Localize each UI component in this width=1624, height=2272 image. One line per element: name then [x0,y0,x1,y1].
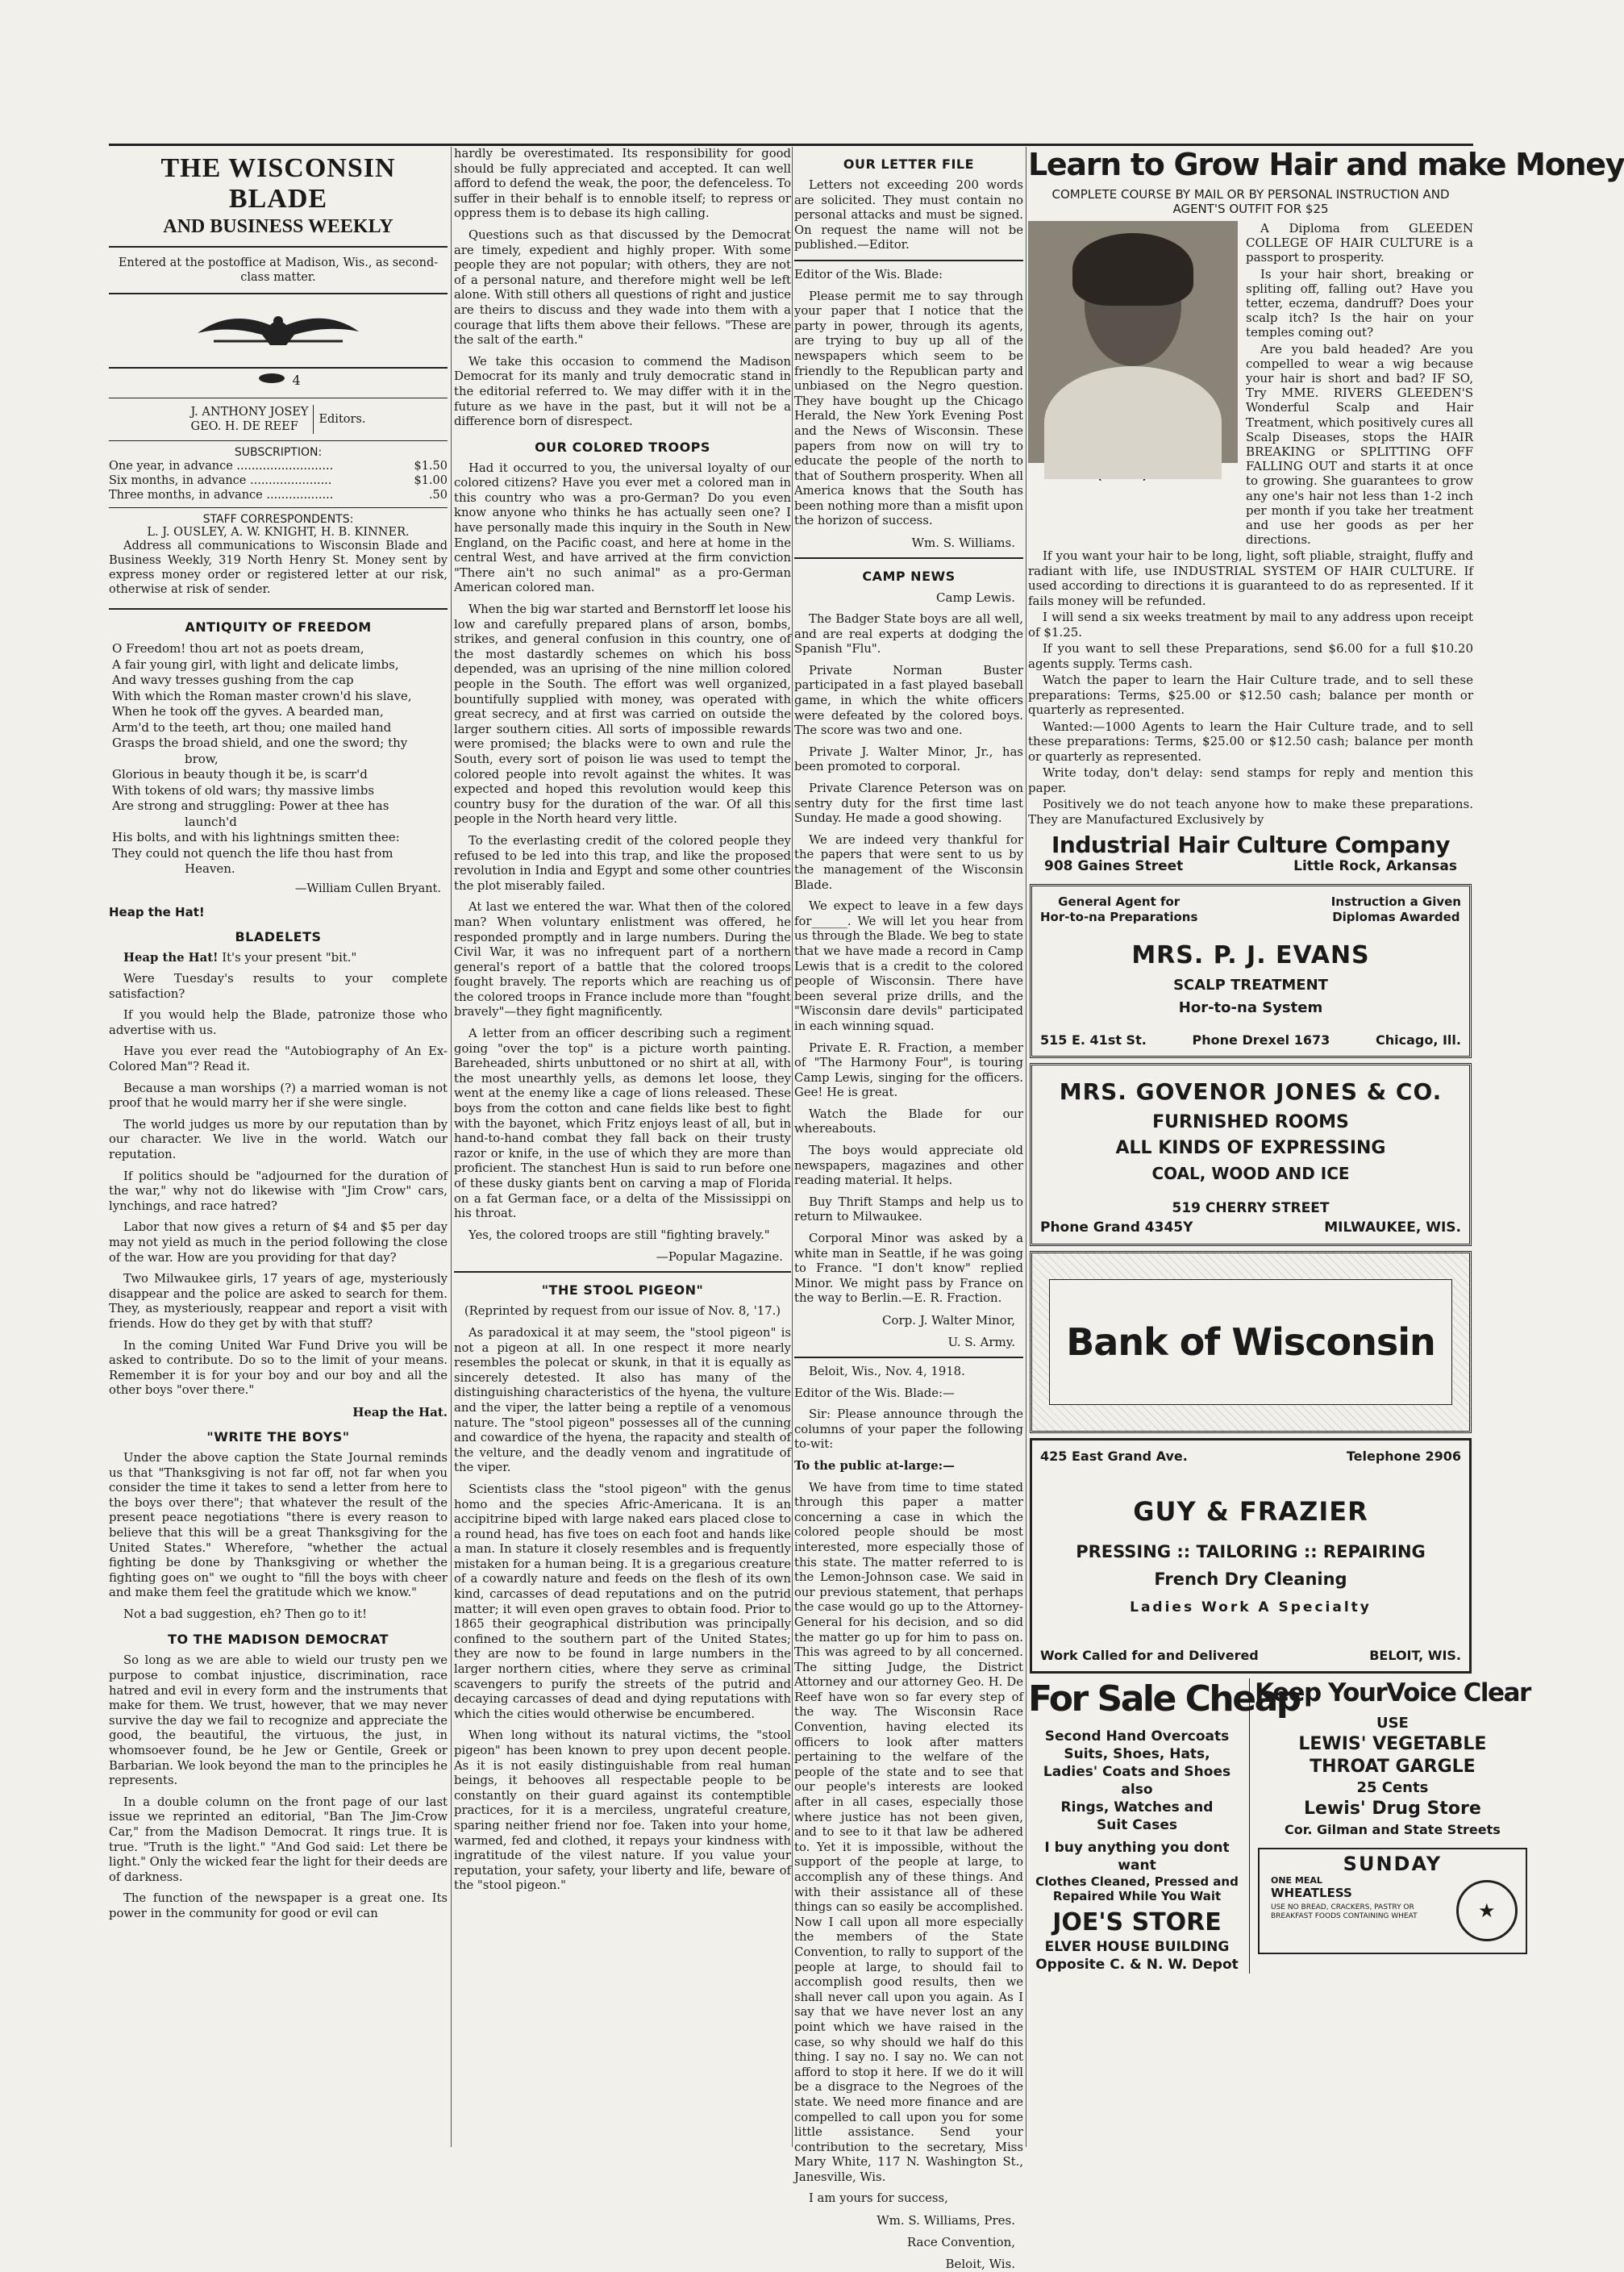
poem-line: With which the Roman master crown'd his slave, [112,688,412,703]
letter-salute: Editor of the Wis. Blade:— [794,1386,955,1400]
bladelet: In the coming United War Fund Drive you will be asked to contribute. Do so to the limit of your means. Remember it is for your boy and our boy and all the other boys "over there." [109,1338,448,1398]
article-heading: TO THE MADISON DEMOCRAT [168,1632,389,1648]
sub-price: $1.00 [414,474,448,487]
ad-address: 515 E. 41st St. [1040,1032,1147,1048]
bladelet: If you would help the Blade, patronize those who advertise with us. [109,1008,448,1037]
ad-name: MRS. P. J. EVANS [1131,941,1370,970]
ad-text: Positively we do not teach anyone how to make these preparations. They are Manufactured Exclusively by [1028,797,1473,827]
poem-author: —William Cullen Bryant. [294,882,441,895]
ad-headline: Keep YourVoice Clear [1255,1678,1530,1708]
article-heading: CAMP NEWS [862,569,956,585]
column-rule [792,147,793,2147]
letter-rules: Letters not exceeding 200 words are solicited. They must contain no personal attacks and must be signed. On request the name will not be published.—Editor. [794,178,1023,252]
evans-ad [1030,884,1472,1058]
closing: I am yours for success, [809,2191,948,2206]
poem-line: His bolts, and with his lightnings smitten thee: [112,830,400,844]
paragraph: Not a bad suggestion, eh? Then go to it! [123,1607,368,1621]
store-name: Lewis' Drug Store [1304,1799,1481,1820]
bottom-ads [1028,1678,1530,1974]
signature: Race Convention, [906,2235,1015,2250]
ad-line: ELVER HOUSE BUILDING [1044,1939,1230,1956]
article-heading: OUR LETTER FILE [843,156,975,172]
poem-line: Are strong and struggling: Power at thee has [112,798,389,813]
paragraph: At last we entered the war. What then of the colored man? When voluntary enlistment was offered, he responded promptly and in large numbers. During the Civil War, it was no infrequent part of a northern general's report of a battle that the colored troops fought bravely. The reports which are reaching us of the colored troops in France include more than "fought bravely"—they fight magnificently. [454,900,791,1019]
letter-address: To the public at-large:— [794,1458,955,1473]
bladelet: Have you ever read the "Autobiography of An Ex-Colored Man"? Read it. [109,1044,448,1074]
paragraph: Buy Thrift Stamps and help us to return to Milwaukee. [794,1194,1023,1224]
ad-line: I buy anything you dont want [1044,1840,1230,1874]
ornament [109,369,448,398]
ad-line: LEWIS' VEGETABLE [1298,1734,1487,1755]
article-heading: "THE STOOL PIGEON" [541,1282,704,1299]
section-rule [794,260,1023,261]
ad-headline: Learn to Grow Hair and make Money [1028,147,1624,182]
ad-text: Write today, don't delay: send stamps for reply and mention this paper. [1028,765,1473,795]
ad-line: Rings, Watches and [1060,1799,1214,1816]
paragraph: Please permit me to say through your paper that I notice that the party in power, through its agents, are trying to buy up all of the newspapers which seem to be friendly to the Republican party and unbiased on the Negro question. They have bought up the Chicago Herald, the New York Evening Post and the News of Wisconsin. These papers from now on will try to educate the people of the north to that of Southern prosperity. When all America knows that the South has been nothing more than a misfit upon the horizon of success. [794,289,1023,528]
ad-text: A Diploma from GLEEDEN COLLEGE OF HAIR CULTURE is a passport to prosperity. [1246,221,1473,265]
reprint-note: (Reprinted by request from our issue of Nov. 8, '17.) [464,1304,781,1319]
bladelet: The world judges us more by our reputation than by our character. We live in the world. Watch our reputation. [109,1117,448,1162]
ad-line: PRESSING :: TAILORING :: REPAIRING [1076,1542,1426,1562]
article-heading: BLADELETS [235,928,322,944]
one-meal-label: ONE MEAL [1271,1875,1322,1886]
paragraph: The boys would appreciate old newspapers, magazines and other reading material. It helps. [794,1144,1023,1188]
column-2 [454,147,791,2147]
paragraph: So long as we are able to wield our trusty pen we purpose to combat injustice, discrimination, race hatred and evil in every form and the instruments that make for them. We trust, however, that we may never survive the day we fail to recognize and appreciate the good, the beautiful, the virtuous, the just, in whomsoever found, be he Jew or Gentile, Greek or Barbarian. We look beyond the man to the principles he represents. [109,1653,448,1788]
bladelet: Were Tuesday's results to your complete satisfaction? [109,972,448,1001]
ad-text: Is your hair short, breaking or spliting off, falling out? Have you tetter, eczema, dandruff? Does your scalp itch? Is the hair on your temples coming out? [1246,266,1473,340]
masthead [109,153,448,610]
poem-line: With tokens of old wars; thy massive limbs [112,782,375,798]
paragraph: To the everlasting credit of the colored people they refused to be led into this trap, and like the proposed revolution in India and Egypt and some other countries the plot miserably failed. [454,833,791,893]
subscription-block [109,441,448,508]
ad-line: USE [1376,1715,1409,1732]
ad-line: Hor-to-na System [1178,999,1323,1017]
staff-label: STAFF CORRESPONDENTS: [202,513,354,526]
poem-line: They could not quench the life thou hast from [112,845,394,861]
bladelet: Labor that now gives a return of $4 and $5 per day may not yield as much in the period following the close of the war. How are you providing for that day? [109,1220,448,1265]
masthead-subtitle: AND BUSINESS WEEKLY [163,216,394,237]
ad-city: Chicago, Ill. [1375,1032,1461,1048]
ad-headline: For Sale Cheap [1028,1678,1300,1720]
bladelets-lead-rest: It's your present "bit." [222,950,357,965]
staff-block [109,508,448,610]
ad-address: Cor. Gilman and State Streets [1285,1822,1501,1838]
company-street: 908 Gaines Street [1044,858,1184,875]
poem-line: Arm'd to the teeth, art thou; one mailed hand [112,719,392,735]
paragraph: We are indeed very thankful for the papers that were sent to us by the management of the Wisconsin Blade. [794,832,1023,892]
paragraph: Sir: Please announce through the columns of your paper the following to-wit: [794,1407,1023,1452]
column-rule [451,147,452,2147]
bladelet: If politics should be "adjourned for the duration of the war," why not do likewise with "Jim Crow" cars, lynchings, and race hatred? [109,1169,448,1213]
company-name: Industrial Hair Culture Company [1051,832,1451,859]
sub-label: Six months, in advance ...................... [109,474,332,487]
sunday-label: SUNDAY [1343,1853,1443,1876]
ad-line: Ladies' Coats and Shoes [1043,1764,1231,1781]
ad-city: MILWAUKEE, WIS. [1324,1219,1461,1236]
paragraph: hardly be overestimated. Its responsibility for good should be fully appreciated and accepted. It can well afford to defend the weak, the poor, the defenceless. To suffer in their behalf is to ennoble itself; to repress or oppress them is to debase its high calling. [454,147,791,221]
heap-the-hat: Heap the Hat! [109,904,205,919]
ad-price: 25 Cents [1356,1779,1429,1797]
letter-salute: Editor of the Wis. Blade: [794,267,943,281]
staff-text: Address all communications to Wisconsin Blade and Business Weekly, 319 North Henry St. Money sent by express money order or registered letter at our risk, otherwise at risk of sender. [109,540,448,596]
paragraph: Under the above caption the State Journal reminds us that "Thanksgiving is not far off, not far when you consider the time it takes to send a letter from here to the boys over there"; that whatever the result of the present peace negotiations "there is every reason to believe that this will be a great Thanksgiving for the United States." Wherefore, "whether the actual fighting be done by Thanksgiving or whether the fighting goes on" we ought to "fill the boys with cheer and make them feel the gratitude which we know." [109,1450,448,1600]
poem-line: Grasps the broad shield, and one the sword; thy [112,736,408,750]
wheatless-note: USE NO BREAD, CRACKERS, PASTRY OR BREAKFAST FOODS CONTAINING WHEAT [1271,1903,1418,1921]
guy-frazier-ad [1030,1438,1472,1674]
seal-icon: ★ [1456,1880,1518,1941]
ad-text: Watch the paper to learn the Hair Culture trade, and to sell these preparations: Terms, $25.00 or $12.50 cash; balance per month or quarterly as represented. [1028,673,1473,718]
jones-ad [1030,1063,1472,1246]
masthead-title: THE WISCONSIN BLADE [160,153,396,214]
paragraph: Questions such as that discussed by the Democrat are timely, expedient and highly proper. With some people they are not popular; with others, they are not of a personal nature, and therefore might well be left alone. With still others all questions of right and justice are theirs to discuss and they wade into them with a courage that lifts them above their fellows. "These are the salt of the earth." [454,227,791,348]
ad-address: 519 CHERRY STREET [1172,1200,1330,1217]
troops-source: —Popular Magazine. [656,1249,783,1265]
ad-line: COAL, WOOD AND ICE [1151,1164,1350,1184]
store-name: JOE'S STORE [1052,1908,1222,1937]
company-city: Little Rock, Arkansas [1293,858,1457,875]
ad-name: MRS. GOVENOR JONES & CO. [1059,1078,1443,1106]
ad-line: Suits, Shoes, Hats, [1064,1746,1210,1763]
poem [109,641,448,878]
ad-line: SCALP TREATMENT [1173,977,1328,994]
signature: Wm. S. Williams. [911,536,1015,551]
ad-city: BELOIT, WIS. [1369,1648,1461,1664]
ad-line: Clothes Cleaned, Pressed and Repaired While You Wait [1035,1874,1239,1904]
ad-text: Are you bald headed? Are you compelled to wear a wig because your hair is short and bad? IF SO, Try MME. RIVERS GLEEDEN'S Wonderful Scalp and Hair Treatment, which positively cures all Scalp Diseases, stops the HAIR BREAKING or SPLITTING OFF FALLING OUT and starts it at once to growing. She guarantees to grow any one's hair not less than 1-2 inch per month if you take her treatment and use her goods as per her directions. [1246,341,1473,548]
ad-phone: Phone Drexel 1673 [1192,1032,1330,1048]
editor-1: J. ANTHONY JOSEY [190,406,309,419]
bladelets-lead: Heap the Hat! [123,950,219,965]
ad-line: Work Called for and Delivered [1040,1648,1259,1664]
ad-line: Second Hand Overcoats [1044,1728,1230,1745]
paragraph: When the big war started and Bernstorff let loose his low and carefully prepared plans of arson, bombs, strikes, and general confusion in this country, one of the most dastardly schemes on which his boss depended, was an uprising of the nine million colored people in the South. The effort was well organized, bountifully supplied with money, was operated with great secrecy, and at first was carried on outside the larger southern cities. All sorts of impossible rewards were promised; the blacks were to own and rule the South, every sort of poison lie was used to tempt the colored people into revolt against the whites. It was expected and hoped this revolution would keep this country busy for the duration of the war. Of all this people in the North heard very little. [454,602,791,827]
paragraph: As paradoxical it at may seem, the "stool pigeon" is not a pigeon at all. In one respect it more nearly resembles the polecat or skunk, in that it is equally as sincerely detested. It also has many of the distinguishing characteristics of the hyena, the vulture and the viper, the latter being a reptile of a venomous nature. The "stool pigeon" possesses all of the cunning and cowardice of the hyena, the rapacity and stealth of the velture, and the deadly venom and ingratitude of the viper. [454,1325,791,1475]
top-rule [109,144,1473,146]
paragraph: The function of the newspaper is a great one. Its power in the community for good or evil can [109,1891,448,1920]
poem-line: And wavy tresses gushing from the cap [112,673,354,687]
ad-line: Hor-to-na Preparations [1040,910,1198,925]
ad-line: Instruction a Given [1330,894,1461,910]
lewis-drug-ad [1255,1678,1530,1974]
signature: Corp. J. Walter Minor, [881,1313,1015,1328]
poem-line: When he took off the gyves. A bearded man, [112,704,384,719]
signature: Wm. S. Williams, Pres. [877,2213,1015,2228]
wheatless-notice [1258,1848,1527,1954]
bladelets-end: Heap the Hat. [352,1404,448,1419]
paragraph: We take this occasion to commend the Madison Democrat for its manly and truly democratic stand in the editorial referred to. We may differ with it in the future as we have in the past, but it will not be a difference born of disrespect. [454,354,791,429]
paragraph: Scientists class the "stool pigeon" with the genus homo and the species Afric-Americana. It is an accipitrine biped with large naked ears placed close to a round head, has five toes on each foot and hands like a man. In stature it closely resembles and is frequently mistaken for a human being. It is a gregarious creature of a cowardly nature and feeds on the flesh of its own kind, carcasses of dead reputations and on the putrid matter; it will even open graves to obtain food. Prior to 1865 their geographical distribution was principally confined to the southern part of the United States; they are now to be found in large numbers in the larger northern cities, where they serve as criminal scavengers to purify the streets of the putrid and decaying carcasses of dead and dying reputations with which the cities would otherwise be encumbered. [454,1482,791,1721]
portrait-photo [1028,221,1238,463]
ad-text: I will send a six weeks treatment by mail to any address upon receipt of $1.25. [1028,610,1473,640]
ad-line: FURNISHED ROOMS [1152,1112,1349,1133]
entered-notice: Entered at the postoffice at Madison, Wis., as second-class matter. [109,246,448,294]
ads-column [1028,147,1624,2147]
paragraph: Private Norman Buster participated in a fast played baseball game, in which the white officers were defeated by the colored boys. The score was two and one. [794,663,1023,738]
column-3 [794,147,1024,2272]
ad-name: GUY & FRAZIER [1133,1496,1368,1528]
wheatless-label: WHEATLESS [1271,1886,1352,1901]
poem-line: Glorious in beauty though it be, is scarr'd [112,767,368,782]
dateline: Beloit, Wis., Nov. 4, 1918. [809,1365,965,1378]
ad-line: Ladies Work A Specialty [1130,1599,1372,1616]
article-heading: OUR COLORED TROOPS [535,439,710,455]
ad-text: If you want to sell these Preparations, send $6.00 for a full $10.20 agents supply. Terms cash. [1028,641,1473,671]
ad-line: ALL KINDS OF EXPRESSING [1115,1138,1386,1159]
dateline: Camp Lewis. [936,590,1015,606]
paragraph: When long without its natural victims, the "stool pigeon" has been known to prey upon decent people. As it is not easily distinguishable from real human beings, it behooves all respectable people to be constantly on their guard against its contemptible practices, for it is a merciless, ungrateful creature, sparing neither friend nor foe. Taken into your home, warmed, fed and clothed, it repays your kindness with ingratitude of the vilest nature. If you value your reputation, your safety, your liberty and life, beware of the "stool pigeon." [454,1728,791,1893]
paragraph: Watch the Blade for our whereabouts. [794,1107,1023,1136]
paragraph: Private E. R. Fraction, a member of "The Harmony Four", is touring Camp Lewis, singing for the officers. Gee! He is great. [794,1040,1023,1100]
bladelet: Two Milwaukee girls, 17 years of age, mysteriously disappear and the police are asked to search for them. They, as mysteriously, reappear and report a visit with friends. How do they get by with that stuff? [109,1272,448,1331]
poem-line: brow, [185,751,219,766]
ad-phone: Phone Grand 4345Y [1040,1219,1193,1236]
ad-line: also [1121,1782,1153,1799]
bank-ad [1030,1251,1472,1433]
ad-line: French Dry Cleaning [1154,1570,1347,1590]
ad-text: If you want your hair to be long, light, soft pliable, straight, fluffy and radiant with life, use INDUSTRIAL SYSTEM OF HAIR CULTURE. If used according to directions it is guaranteed to do as represented. If it fails money will be refunded. [1028,548,1473,608]
paragraph: We expect to leave in a few days for______. We will let you hear from us through the Blade. We beg to state that we have made a record in Camp Lewis that is a credit to the colored people of Wisconsin. There have been several prize drills, and the "Wisconsin dare devils" participated in each winning squad. [794,899,1024,1033]
sub-label: One year, in advance .......................... [109,460,334,473]
eagle-emblem [109,294,448,369]
sub-price: $1.50 [414,460,448,473]
ornament-mark: 4 [292,373,301,388]
column-1 [109,147,448,2147]
paragraph: Had it occurred to you, the universal loyalty of our colored citizens? Have you ever met a colored man in this country who was a pro-German? Do you even know anyone who thinks he has actually seen one? I have personally made this inquiry in the South in New England, on the Pacific coast, and here at home in the central West, and have arrived at the firm conviction "There ain't no such animal" as a pro-German American colored man. [454,461,791,595]
staff-names: L. J. OUSLEY, A. W. KNIGHT, H. B. KINNER. [147,526,410,539]
poem-line: A fair young girl, with light and delicate limbs, [112,657,399,672]
ad-line: Diplomas Awarded [1332,910,1460,925]
ad-address: 425 East Grand Ave. [1040,1449,1188,1465]
poem-line: O Freedom! thou art not as poets dream, [112,641,364,656]
section-rule [794,557,1023,559]
sub-price: .50 [428,489,448,502]
paragraph: Private Clarence Peterson was on sentry duty for the first time last Sunday. He made a good showing. [794,782,1023,826]
article-heading: "WRITE THE BOYS" [206,1428,350,1444]
editors-label: Editors. [319,413,366,426]
bladelet: Because a man worships (?) a married woman is not proof that he would marry her if she were single. [109,1081,448,1111]
sub-label: Three months, in advance .................. [109,489,334,502]
bank-name: Bank of Wisconsin [1049,1279,1453,1405]
signature: Beloit, Wis. [945,2257,1015,2272]
ad-line: Opposite C. & N. W. Depot [1035,1957,1239,1974]
signature: U. S. Army. [947,1335,1015,1349]
subscription-label: SUBSCRIPTION: [234,446,323,459]
ad-line: THROAT GARGLE [1310,1757,1476,1778]
ad-line: General Agent for [1058,894,1181,910]
poem-line: launch'd [185,814,237,829]
editors-block [109,398,448,441]
paragraph: Yes, the colored troops are still "fighting bravely." [468,1228,770,1242]
section-rule [454,1271,791,1273]
section-rule [794,1357,1023,1358]
paragraph: We have from time to time stated through this paper a matter concerning a case in which the colored people should be most interested, more especially those of this state. The matter referred to is the Lemon-Johnson case. We said in our previous statement, that perhaps the case would go up to the Attorney-General for his decision, and so did the matter go up for him to pass on. This was agreed to by all concerned. The sitting Judge, the District Attorney and our attorney Geo. H. De Reef have won so far every step of the way. The Wisconsin Race Convention, having elected its officers to look after matters pertaining to the welfare of the people of the state and to see that our people's interests are looked after in all cases, especially those where justice has not been given, and to see to it that law be adhered to. Yet it is impossible, without the support of the people at large, to accomplish any of these things. And with their assistance all of these things can so easily be accomplished. Now I call upon all more especially the members of the State Convention, to rally to support of the people at large, to should fail to accomplish good results, then we shall never call upon you again. As I say that we have never lost an any point which we have raised in the case, so why should we half do this thing. I say no. I say no. We can not afford to stop it here. If we do it will be a disgrace to the Negroes of the state. We need more finance and are compelled to call upon you for some little assistance. Send your contribution to the secretary, Miss Mary White, 117 N. Washington St., Janesville, Wis. [794,1480,1023,2184]
ad-phone: Telephone 2906 [1346,1449,1461,1465]
paragraph: The Badger State boys are all well, and are real experts at dodging the Spanish "Flu". [794,612,1023,657]
paragraph: In a double column on the front page of our last issue we reprinted an editorial, "Ban The Jim-Crow Car," from the Madison Democrat. It rings true. It is true. "Truth is the light." "And God said: Let there be light." Only the wicked fear the light for their deeds are of darkness. [109,1795,448,1884]
poem-line: Heaven. [185,861,235,876]
editor-2: GEO. H. DE REEF [190,420,298,433]
hair-culture-ad [1028,147,1624,879]
ad-line: Suit Cases [1097,1817,1177,1834]
ad-subheadline: COMPLETE COURSE BY MAIL OR BY PERSONAL INSTRUCTION AND AGENT'S OUTFIT FOR $25 [1051,187,1450,216]
paragraph: Private J. Walter Minor, Jr., has been promoted to corporal. [794,744,1023,774]
ad-text: Wanted:—1000 Agents to learn the Hair Culture trade, and to sell these preparations: Terms, $25.00 or $12.50 cash; balance per month or quarterly as represented. [1028,719,1473,764]
paragraph: Corporal Minor was asked by a white man in Seattle, if he was going to France. "I don't know" replied Minor. We might pass by France on the way to Berlin.—E. R. Fraction. [794,1232,1023,1306]
paragraph: A letter from an officer describing such a regiment going "over the top" is a picture worth painting. Bareheaded, shirts unbuttoned or no shirt at all, with the most unearthly yells, as demons let loose, they went at the enemy like a cage of lions released. These boys from the cotton and cane fields like best to fight with the bayonet, which Fritz enjoys least of all, but in hand-to-hand combat they fall back on their trusty razor or knife, in the use of which they are more than proficient. The stanchest Hun is said to run before one of these dusky giants bent on carving a map of Florida on a fat German face, or a delta of the Mississippi on his throat. [454,1027,791,1221]
article-heading: ANTIQUITY OF FREEDOM [185,619,372,635]
